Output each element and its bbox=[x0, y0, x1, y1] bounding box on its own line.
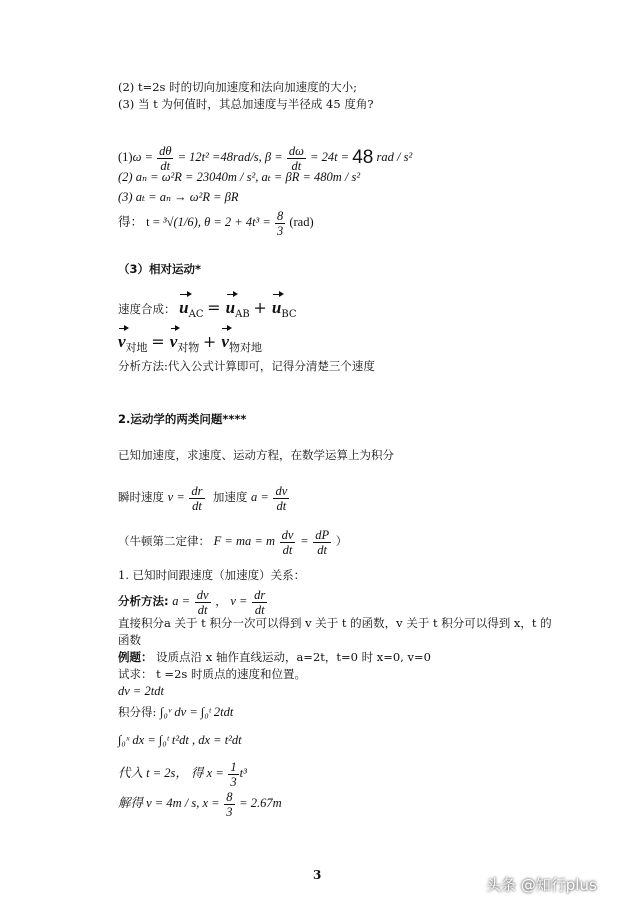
sol-l1-unit: rad / s² bbox=[376, 150, 413, 164]
frac-1-3 bbox=[228, 760, 238, 789]
section-3-heading: （3）相对运动* bbox=[118, 262, 202, 276]
frac-newton-1 bbox=[280, 528, 296, 557]
accel-label: 加速度 bbox=[212, 490, 248, 504]
frac-den: dt bbox=[197, 602, 208, 617]
integral-1: ∫₀ᵛ dv = ∫₀ᵗ 2tdt bbox=[160, 705, 234, 719]
sub-ab: AB bbox=[235, 309, 250, 320]
integral-line-1 bbox=[118, 704, 233, 720]
method-v: v = bbox=[230, 594, 248, 608]
direct-integration-line-2: 函数 bbox=[118, 633, 141, 647]
sol-l1-prefix: (1) bbox=[118, 150, 133, 164]
page-number: 3 bbox=[313, 868, 322, 882]
known-relation: 1. 已知时间跟速度（加速度）关系： bbox=[118, 568, 306, 582]
substitute-tail: t³ bbox=[239, 766, 247, 780]
sub-v2: 对物 bbox=[177, 341, 200, 354]
sub-ac: AC bbox=[188, 309, 204, 320]
question-3: (3) 当 t 为何值时，其总加速度与半径成 45 度角? bbox=[118, 97, 374, 111]
method-label: 分析方法: bbox=[118, 594, 169, 608]
vector-u-ac: u bbox=[179, 296, 188, 320]
integral-line-2: ∫₀ˣ dx = ∫₀ᵗ t²dt , dx = t²dt bbox=[118, 733, 242, 747]
frac-method-v bbox=[252, 588, 267, 617]
sub-v1: 对地 bbox=[125, 341, 148, 354]
sol-l4-prefix: 得： t = bbox=[118, 215, 160, 229]
frac-den: dt bbox=[276, 498, 287, 513]
inst-v-label: 瞬时速度 bbox=[118, 490, 164, 504]
analysis-method bbox=[118, 584, 268, 618]
frac-num: dω bbox=[288, 143, 304, 158]
substitute-line bbox=[118, 756, 247, 790]
frac-den: dt bbox=[317, 542, 327, 557]
section-2-intro: 已知加速度，求速度、运动方程，在数学运算上为积分 bbox=[118, 448, 394, 462]
accel-lhs: a = bbox=[251, 490, 269, 504]
vector-v-object: v bbox=[170, 330, 178, 354]
frac-num: dv bbox=[196, 587, 209, 602]
frac-num: dθ bbox=[159, 143, 172, 158]
substitute-prefix: 代入 t = 2s， 得 x = bbox=[118, 766, 224, 780]
frac-den: dt bbox=[291, 158, 302, 173]
vector-u-ab: u bbox=[226, 296, 235, 320]
newton-f: F = ma = m bbox=[213, 534, 275, 548]
solution-line-4 bbox=[118, 205, 314, 239]
sol-l1-mid: = 12t² =48rad/s, β = bbox=[177, 150, 283, 164]
velocity-relation: v对地 = v对物 + v物对地 bbox=[118, 332, 262, 354]
velocity-composition: 速度合成： uAC = uAB + uBC bbox=[118, 298, 297, 320]
frac-den: dt bbox=[160, 158, 171, 173]
sub-bc: BC bbox=[281, 309, 297, 320]
watermark: 头条 @知行plus bbox=[486, 876, 597, 894]
frac-num: dr bbox=[254, 587, 266, 602]
dv-line: dv = 2tdt bbox=[118, 684, 164, 698]
frac-8-3 bbox=[275, 209, 285, 238]
sol-l4-unit: (rad) bbox=[289, 215, 314, 229]
frac-num: 1 bbox=[230, 759, 237, 774]
velocity-acceleration-defs bbox=[118, 480, 290, 514]
try-line: 试求： t =2s 时质点的速度和位置。 bbox=[118, 667, 306, 681]
frac-num: 8 bbox=[276, 208, 284, 223]
solution-line-2: (2) aₙ = ω²R = 23040m / s², aₜ = βR = 480m / s² bbox=[118, 170, 361, 184]
compose-label: 速度合成： bbox=[118, 302, 176, 316]
vector-u-bc: u bbox=[272, 296, 281, 320]
vector-v-ground: v bbox=[118, 330, 126, 354]
question-2: (2) t=2s 时的切向加速度和法向加速度的大小; bbox=[118, 80, 357, 94]
integral-label: 积分得: bbox=[118, 705, 157, 719]
inst-v-lhs: v = bbox=[167, 490, 185, 504]
frac-den: 3 bbox=[230, 774, 237, 789]
example-line bbox=[118, 649, 431, 665]
frac-num: dP bbox=[315, 527, 330, 542]
method-comma: ， bbox=[215, 594, 227, 608]
frac-den: 3 bbox=[276, 223, 284, 238]
frac-num: dr bbox=[191, 483, 203, 498]
frac-newton-2 bbox=[313, 528, 331, 557]
frac-8-3-b bbox=[224, 790, 234, 819]
solve-prefix: 解得 v = 4m / s, x = bbox=[118, 796, 220, 810]
frac-den: dt bbox=[254, 602, 265, 617]
newton-second-law bbox=[118, 524, 347, 558]
method-a: a = bbox=[172, 594, 191, 608]
solve-line bbox=[118, 786, 282, 820]
frac-den: dt bbox=[192, 498, 202, 513]
frac-num: dv bbox=[281, 527, 294, 542]
sol-l4-root: ³√(1/6) bbox=[162, 215, 198, 229]
newton-close: ） bbox=[335, 534, 348, 548]
frac-method-a bbox=[195, 588, 211, 617]
direct-integration-line-1: 直接积分a 关于 t 积分一次可以得到 v 关于 t 的函数，v 关于 t 积分可以得到 x，t 的 bbox=[118, 616, 552, 630]
solution-line-3: (3) aₜ = aₙ → ω²R = βR bbox=[118, 190, 239, 204]
section-2-heading: 2.运动学的两类问题**** bbox=[118, 412, 247, 426]
frac-num: dv bbox=[275, 483, 288, 498]
frac-dr-dt bbox=[189, 484, 204, 513]
frac-dv-dt bbox=[273, 484, 289, 513]
frac-num: 8 bbox=[226, 789, 233, 804]
section-3-method: 分析方法:代入公式计算即可，记得分清楚三个速度 bbox=[118, 359, 375, 373]
sol-l1-omega: ω = bbox=[132, 150, 153, 164]
solve-tail: = 2.67m bbox=[239, 796, 282, 810]
example-label: 例题： bbox=[118, 650, 153, 664]
example-text: 设质点沿 x 轴作直线运动，a=2t，t=0 时 x=0, v=0 bbox=[156, 650, 431, 664]
sol-l1-end: = 24t = bbox=[310, 150, 350, 164]
newton-eq: = bbox=[300, 534, 309, 548]
frac-den: 3 bbox=[226, 804, 233, 819]
sol-l1-big-48: 48 bbox=[352, 147, 374, 168]
newton-open: （牛顿第二定律： bbox=[118, 534, 210, 548]
frac-den: dt bbox=[282, 542, 293, 557]
sub-v3: 物对地 bbox=[228, 341, 262, 354]
vector-v-object-ground: v bbox=[221, 330, 229, 354]
sol-l4-mid: , θ = 2 + 4t³ = bbox=[197, 215, 271, 229]
